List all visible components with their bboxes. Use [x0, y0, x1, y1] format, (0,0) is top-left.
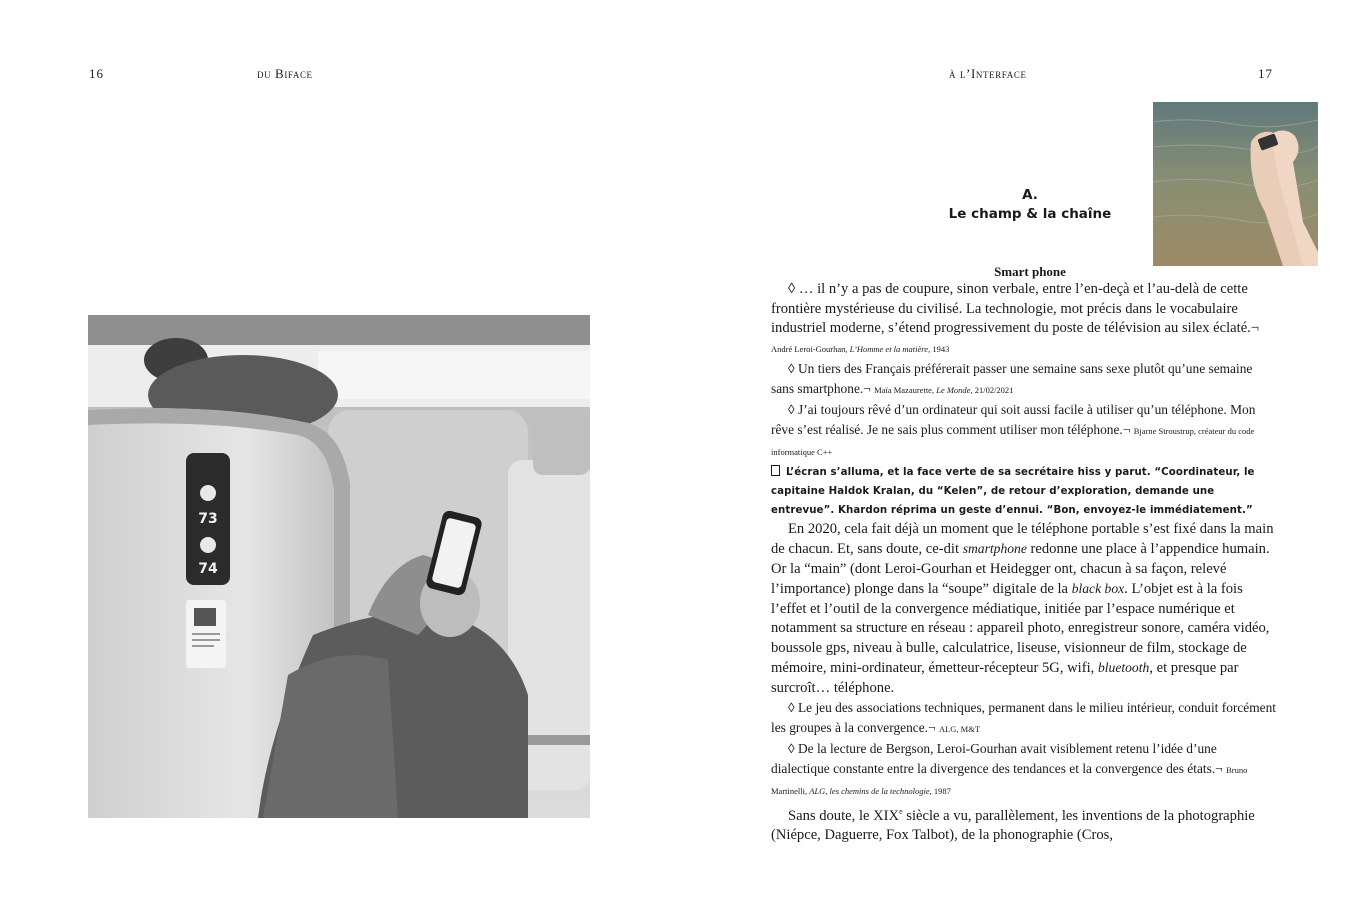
diamond-marker: ◊ [788, 402, 795, 417]
diamond-marker: ◊ [788, 361, 795, 376]
body-paragraph-1: En 2020, cela fait déjà un moment que le téléphone portable s’est fixé dans la main de chacun. Et, sans doute, ce-dit smartphone redonne une place à l’appendice humain. Or la “main” (dont Leroi-Gourhan et Heidegger ont, chacun à sa façon, relevé l’importance) plonge dans la “soupe” digitale de la black box. L’objet est à la fois l’effet et l’outil de la convergence médiatique, initiée par l’espace numérique et notamment sa structure en réseau : appareil photo, enregistreur sonore, caméra vidéo, boussole gps, niveau à bulle, calculatrice, liseuse, visionneur de film, stockage de mémoire, mini-ordinateur, émetteur-récepteur 5G, wifi, bluetooth, et presque par surcroît… téléphone. [771, 520, 1274, 696]
section-title: Smart phone [994, 264, 1066, 279]
body-text [771, 280, 1276, 845]
quote-leroi-gourhan [771, 280, 1276, 359]
seat-number-73: 73 [198, 511, 218, 527]
fiction-text: L’écran s’alluma, et la face verte de sa secrétaire hiss y parut. “Coordinateur, le capitaine Haldok Kralan, du “Kelen”, de retour d’exploration, demande une entrevue”. Khardon réprima un geste d’ennui. “Bon, envoyez-le immédiatement.” [771, 466, 1255, 516]
right-running-head: à l’Interface [949, 66, 1027, 81]
right-page-number: 17 [1258, 66, 1273, 81]
quote-text: J’ai toujours rêvé d’un ordinateur qui soit aussi facile à utiliser qu’un téléphone. Mon rêve s’est réalisé. Je ne sais plus comment utiliser mon téléphone.¬ [771, 402, 1256, 437]
diamond-marker: ◊ [788, 281, 796, 297]
quote-mazaurette [771, 359, 1276, 400]
quote-source: Bjarne Stroustrup, créateur du code informatique C++ [771, 425, 1255, 457]
chapter-title: Le champ & la chaîne [948, 206, 1112, 222]
chapter-heading [930, 186, 1130, 224]
train-passenger-photo [88, 315, 590, 818]
quote-stroustrup [771, 400, 1276, 463]
quote-source: Bruno Martinelli, ALG, les chemins de la technologie, 1987 [771, 764, 1248, 796]
quote-text: Un tiers des Français préférerait passer une semaine sans sexe plutôt qu’une semaine sans smartphone.¬ [771, 361, 1253, 396]
box-marker-icon [771, 465, 780, 476]
quote-text: … il n’y a pas de coupure, sinon verbale, entre l’en-deçà et l’au-delà de cette frontière mystérieuse du civilisé. La technologie, mot précis dans le vocabulaire industriel moderne, s’étend progressivement du poste de télévision au silex éclaté.¬ [771, 281, 1260, 336]
seat-number-74: 74 [198, 561, 218, 577]
fiction-excerpt [771, 463, 1276, 520]
quote-text: Le jeu des associations techniques, permanent dans le milieu intérieur, conduit forcément les groupes à la convergence.¬ [771, 700, 1277, 735]
quote-text: De la lecture de Bergson, Leroi-Gourhan avait visiblement retenu l’idée d’une dialectique constante entre la divergence des tendances et la convergence des états.¬ [771, 741, 1227, 776]
hands-phone-water-photo [1153, 102, 1318, 266]
quote-source: Maïa Mazaurette, Le Monde, 21/02/2021 [874, 384, 1014, 395]
quote-martinelli [771, 739, 1276, 802]
left-page-number: 16 [89, 66, 104, 81]
diamond-marker: ◊ [788, 741, 795, 756]
chapter-letter: A. [1022, 187, 1038, 203]
quote-source: ALG, M&T [938, 723, 981, 734]
diamond-marker: ◊ [788, 700, 795, 715]
body-paragraph-2: Sans doute, le XIXe siècle a vu, parallèlement, les inventions de la photographie (Niépce, Daguerre, Fox Talbot), de la phonographie (Cros, [771, 806, 1255, 843]
left-running-head: du Biface [257, 66, 313, 81]
quote-alg-mt [771, 698, 1276, 739]
quote-source: André Leroi-Gourhan, L’Homme et la matière, 1943 [771, 343, 950, 354]
